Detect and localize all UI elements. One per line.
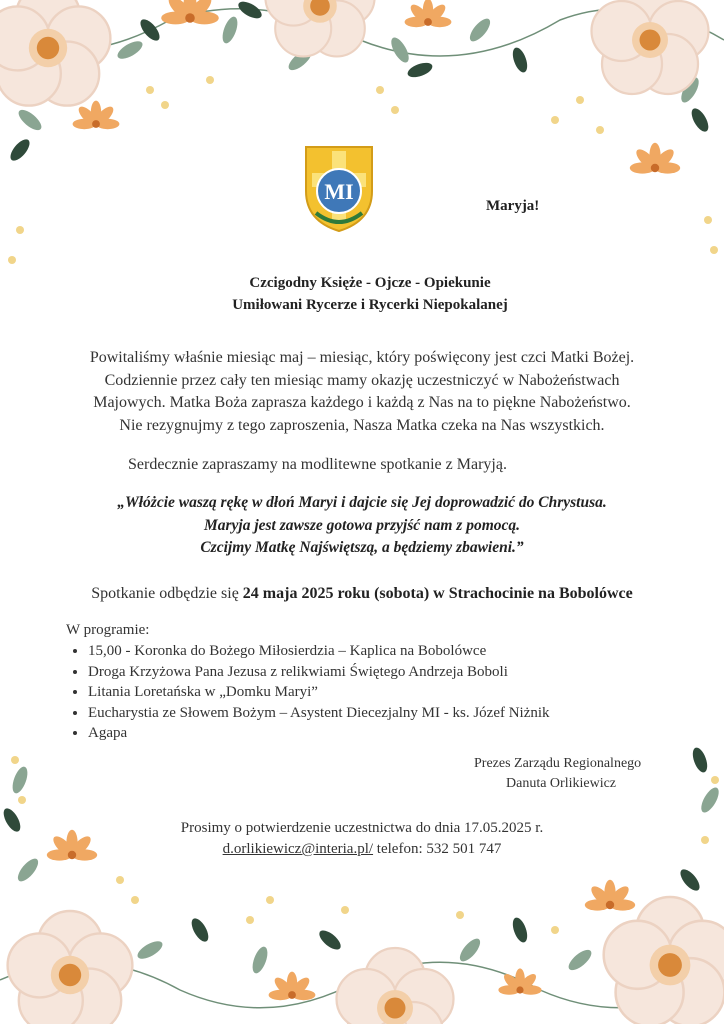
meeting-info bbox=[0, 585, 724, 603]
program-item: • Agapa bbox=[88, 723, 550, 744]
program-heading: W programie: bbox=[66, 622, 150, 638]
contact-line bbox=[0, 839, 724, 860]
logo-text: MI bbox=[324, 179, 354, 204]
signature-block bbox=[474, 754, 641, 794]
mi-logo bbox=[302, 143, 376, 233]
signature-name: Danuta Orlikiewicz bbox=[506, 776, 617, 791]
intro-line: Powitaliśmy właśnie miesiąc maj – miesiąc, który poświęcony jest czci Matki Bożej. bbox=[89, 349, 635, 366]
intro-line: Codziennie przez cały ten miesiąc mamy okazję uczestniczyć w Nabożeństwach bbox=[104, 371, 620, 389]
program-list bbox=[66, 641, 550, 744]
greeting bbox=[0, 272, 724, 316]
quote-line: Czcijmy Matkę Najświętszą, a będziemy zbawieni.” bbox=[200, 539, 524, 556]
intro-line: Majowych. Matka Boża zaprasza każdego i każdą z Nas na to piękne Nabożeństwo. bbox=[93, 394, 631, 411]
quote-block bbox=[60, 492, 664, 560]
meeting-date-place: 24 maja 2025 roku (sobota) w Strachocinie na Bobolówce bbox=[242, 585, 633, 602]
confirmation-block bbox=[0, 818, 724, 860]
intro-line: Nie rezygnujmy z tego zaproszenia, Nasza Matka czeka na Nas wszystkich. bbox=[119, 416, 605, 434]
invitation-text: Serdecznie zapraszamy na modlitewne spotkanie z Maryją. bbox=[128, 456, 507, 473]
confirmation-line: Prosimy o potwierdzenie uczestnictwa do dnia 17.05.2025 r. bbox=[180, 820, 544, 836]
greeting-line-1: Czcigodny Księże - Ojcze - Opiekunie bbox=[249, 275, 491, 291]
phone-text: telefon: 532 501 747 bbox=[373, 841, 502, 857]
email-link[interactable]: d.orlikiewicz@interia.pl/ bbox=[222, 841, 374, 857]
maryja-salutation: Maryja! bbox=[486, 198, 540, 214]
signature-title: Prezes Zarządu Regionalnego bbox=[474, 756, 642, 771]
quote-line: Maryja jest zawsze gotowa przyjść nam z pomocą. bbox=[203, 516, 521, 534]
program-item: • 15,00 - Koronka do Bożego Miłosierdzia – Kaplica na Bobolówce bbox=[88, 641, 550, 662]
program-item: • Droga Krzyżowa Pana Jezusa z relikwiami Świętego Andrzeja Boboli bbox=[88, 662, 550, 683]
program-item: • Litania Loretańska w „Domku Maryi” bbox=[88, 682, 550, 703]
intro-paragraph bbox=[40, 347, 684, 437]
program-item: • Eucharystia ze Słowem Bożym – Asystent Diecezjalny MI - ks. Józef Niżnik bbox=[88, 703, 550, 724]
greeting-line-2: Umiłowani Rycerze i Rycerki Niepokalanej bbox=[232, 297, 508, 313]
quote-line: „Włóżcie waszą rękę w dłoń Maryi i dajcie się Jej doprowadzić do Chrystusa. bbox=[117, 494, 607, 511]
program-section bbox=[66, 622, 550, 744]
meeting-prefix: Spotkanie odbędzie się bbox=[91, 585, 243, 602]
